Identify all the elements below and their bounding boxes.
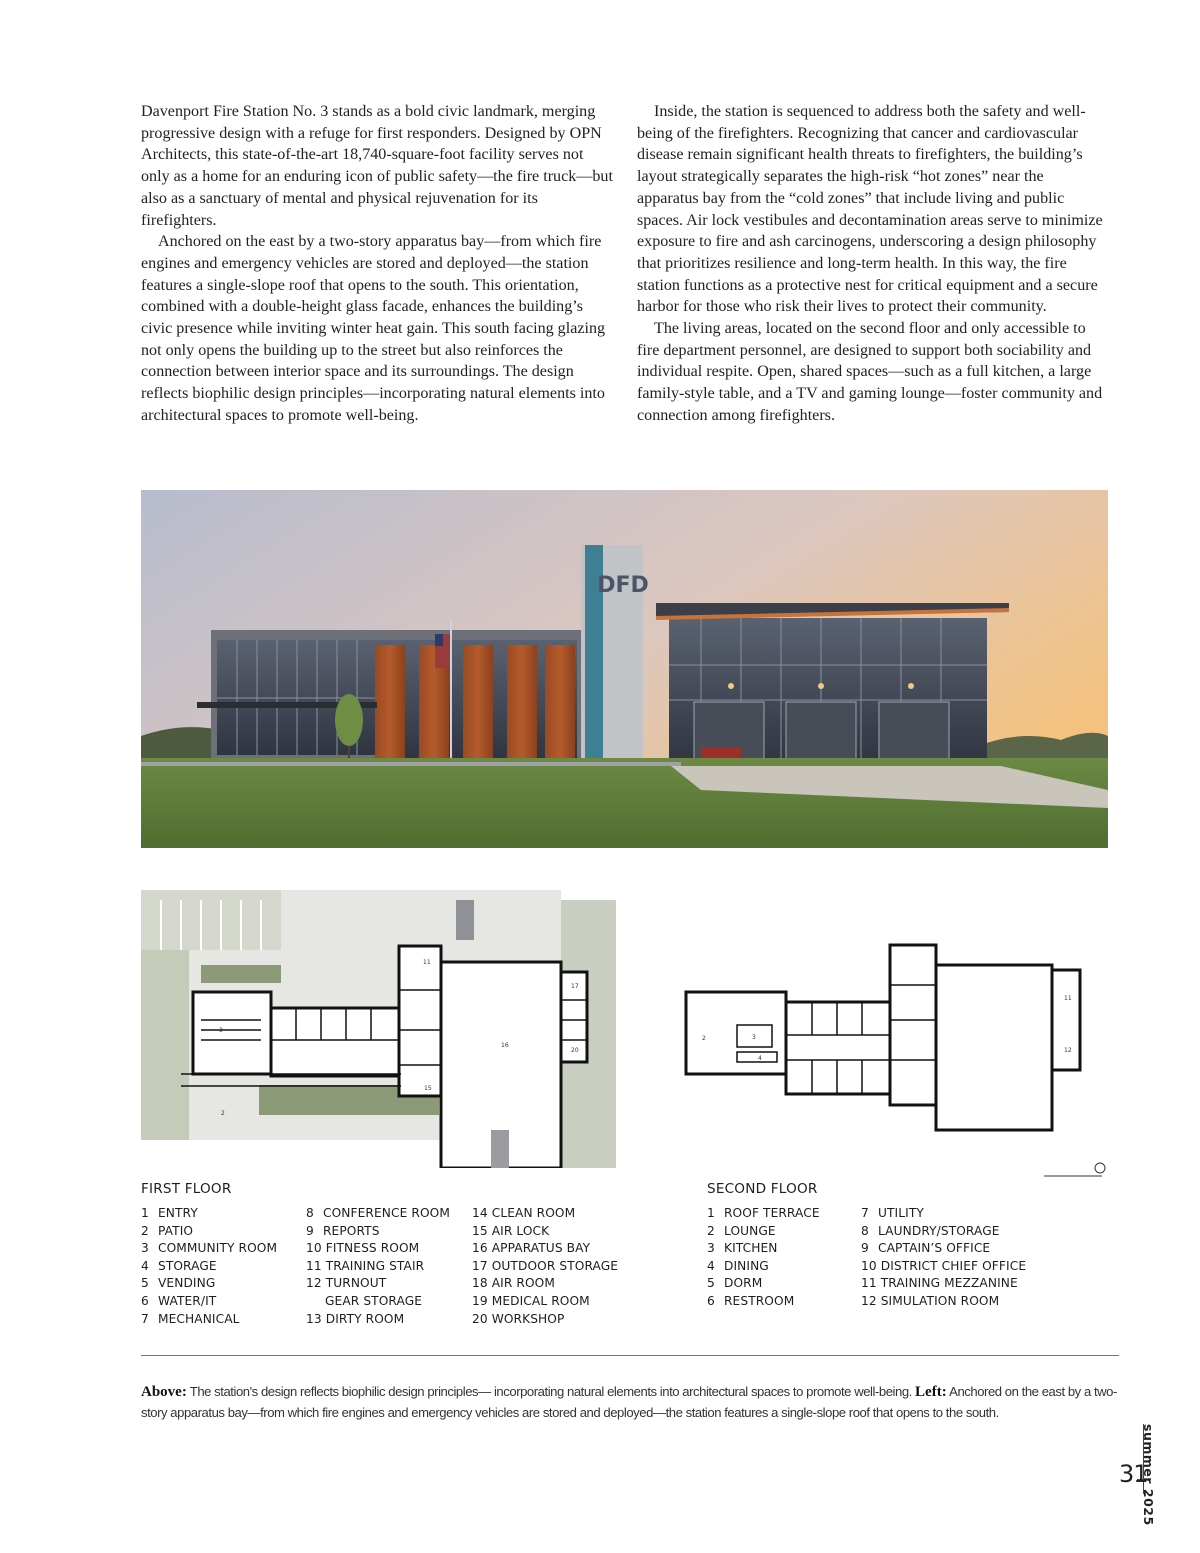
caption-left-label: Left: [915,1384,947,1400]
svg-text:15: 15 [424,1085,432,1092]
legend-item: 9 REPORTS [306,1223,380,1238]
svg-text:12: 12 [1064,1047,1072,1054]
article-paragraph: Davenport Fire Station No. 3 stands as a bold civic landmark, merging progressive design with a refuge for first responders. Designed by OPN Architects, this state-of-the-art 18,740-square-foot facility serves not only as a home for an enduring icon of public safety—the fire truck—but also as a sanctuary of mental and physical rejuvenation for its firefighters. [141,103,613,229]
legend-item: 2 PATIO [141,1223,194,1238]
legend-item: 5 DORM [707,1276,763,1291]
article-paragraph: The living areas, located on the second floor and only accessible to fire department personnel, are designed to support both sociability and individual respite. Open, shared spaces—such as a full kitchen, a large family-style table, and a TV and gaming lounge—foster community and connection among firefighters. [637,320,1103,424]
second-floor-legend-col-1 [707,1205,820,1311]
second-floor-plan [682,940,1112,1180]
photo-caption [141,1382,1121,1422]
legend-item: 4 DINING [707,1258,769,1273]
svg-text:20: 20 [571,1047,579,1054]
first-floor-legend [141,1181,231,1203]
legend-heading: FIRST FLOOR [141,1181,232,1197]
first-floor-plan [141,890,616,1168]
legend-item: 16 APPARATUS BAY [472,1241,591,1256]
first-floor-legend-col-1 [141,1205,277,1328]
page-number: 31 [1119,1460,1148,1488]
svg-text:2: 2 [221,1110,225,1117]
legend-item: 11 TRAINING STAIR [306,1258,425,1273]
legend-item: 12 TURNOUT [306,1276,387,1291]
legend-item: 17 OUTDOOR STORAGE [472,1258,619,1273]
legend-item: 3 COMMUNITY ROOM [141,1241,278,1256]
legend-item: GEAR STORAGE [325,1293,423,1308]
legend-item: 3 KITCHEN [707,1241,778,1256]
legend-item: 8 LAUNDRY/STORAGE [861,1223,1000,1238]
legend-item: 6 WATER/IT [141,1293,217,1308]
legend-item: 14 CLEAN ROOM [472,1206,576,1220]
legend-item: 2 LOUNGE [707,1223,776,1238]
svg-text:3: 3 [219,1027,223,1034]
issue-label: summer 2025 [1141,1424,1156,1526]
legend-item: 1 ENTRY [141,1206,198,1220]
caption-divider [141,1355,1119,1356]
legend-item: 8 CONFERENCE ROOM [306,1206,450,1220]
legend-item: 4 STORAGE [141,1258,217,1273]
second-floor-legend-col-2 [861,1205,1026,1311]
legend-item: 19 MEDICAL ROOM [472,1293,590,1308]
station-exterior-photo [141,490,1108,848]
legend-item: 7 UTILITY [861,1206,924,1220]
legend-item: 20 WORKSHOP [472,1311,565,1326]
legend-item: 7 MECHANICAL [141,1311,240,1326]
svg-text:4: 4 [758,1055,762,1062]
first-floor-legend-col-2 [306,1205,450,1328]
caption-above-label: Above: [141,1384,187,1400]
tower-sign: DFD [597,573,649,598]
legend-item: 10 DISTRICT CHIEF OFFICE [861,1258,1027,1273]
article-column-right [637,101,1109,427]
legend-item: 15 AIR LOCK [472,1223,550,1238]
svg-text:16: 16 [501,1042,509,1049]
svg-text:11: 11 [1064,995,1072,1002]
legend-item: 11 TRAINING MEZZANINE [861,1276,1018,1291]
svg-text:17: 17 [571,983,579,990]
caption-left-text: Anchored on the east by a two-story apparatus bay—from which fire engines and emergency vehicles are stored and deployed—the station features a single-slope roof that opens to the south. [141,1384,1117,1420]
legend-item: 5 VENDING [141,1276,216,1291]
legend-item: 9 CAPTAIN’S OFFICE [861,1241,991,1256]
legend-item: 1 ROOF TERRACE [707,1206,820,1220]
legend-item: 18 AIR ROOM [472,1276,555,1291]
legend-item: 13 DIRTY ROOM [306,1311,405,1326]
svg-text:11: 11 [423,959,431,966]
caption-above-text: The station's design reflects biophilic design principles— incorporating natural elements into architectural spaces to promote well-being. [186,1384,916,1399]
legend-heading: SECOND FLOOR [707,1181,818,1197]
legend-item: 10 FITNESS ROOM [306,1241,420,1256]
legend-item: 12 SIMULATION ROOM [861,1293,1000,1308]
article-paragraph: Anchored on the east by a two-story apparatus bay—from which fire engines and emergency vehicles are stored and deployed—the station features a single-slope roof that opens to the south. This orientation, combined with a double-height glass facade, enhances the building’s civic presence while inviting winter heat gain. This south facing glazing not only opens the building up to the street but also reinforces the connection between interior space and its surroundings. The design reflects biophilic design principles—incorporating natural elements into architectural spaces to promote well-being. [141,233,606,424]
article-paragraph: Inside, the station is sequenced to address both the safety and well-being of the firefighters. Recognizing that cancer and cardiovascular disease remain significant health threats to firefighters, the building’s layout strategically separates the high-risk “hot zones” near the apparatus bay from the “cold zones” that include living and public spaces. Air lock vestibules and decontamination areas serve to minimize exposure to fire and ash carcinogens, underscoring a design philosophy that prioritizes resilience and long-term health. In this way, the fire station functions as a protective nest for critical equipment and a secure harbor for those who risk their lives to protect their community. [637,103,1103,316]
second-floor-legend [707,1181,818,1203]
first-floor-legend-col-3 [472,1205,618,1328]
svg-text:3: 3 [752,1034,756,1041]
article-column-left [141,101,613,427]
legend-item: 6 RESTROOM [707,1293,795,1308]
svg-text:2: 2 [702,1035,706,1042]
